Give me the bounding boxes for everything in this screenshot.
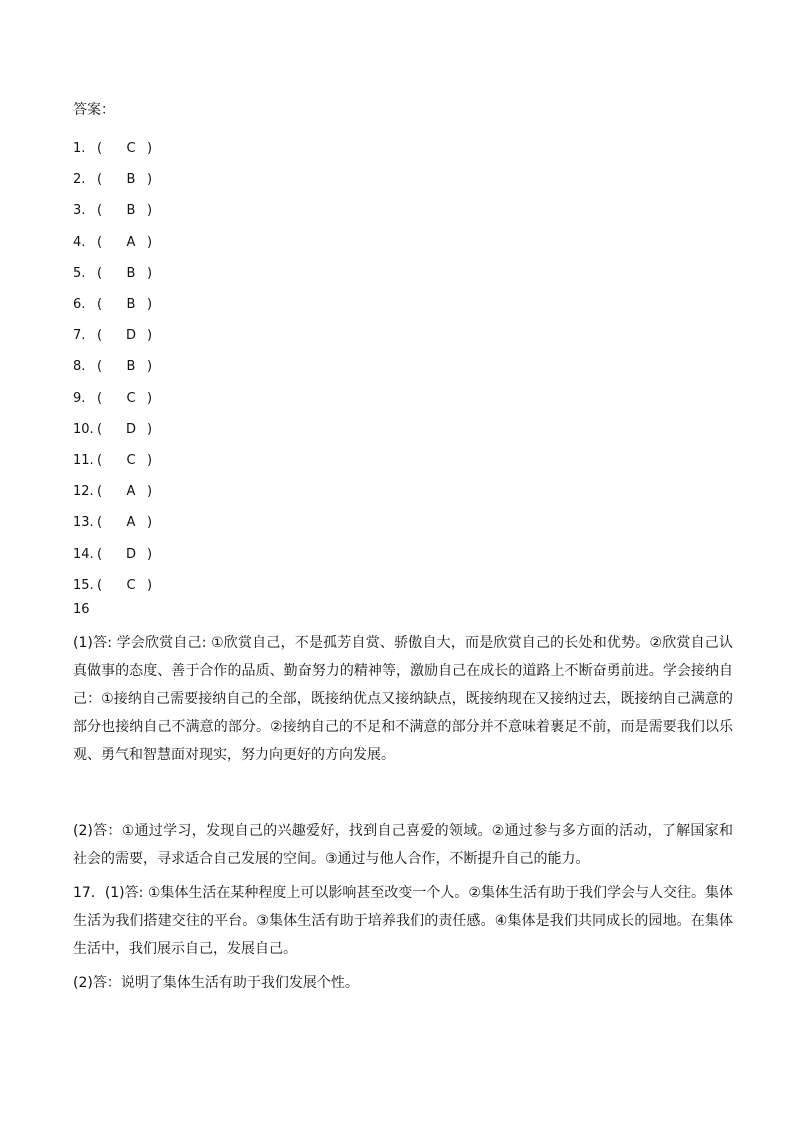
close-paren: ) <box>147 359 153 375</box>
close-paren: ) <box>147 172 153 188</box>
answer-number: 4. <box>73 234 86 250</box>
question-16-part-2: (2)答：①通过学习，发现自己的兴趣爱好，找到自己喜爱的领域。②通过参与多方面的活动，了解国家和社会的需要，寻求适合自己发展的空间。③通过与他人合作，不断提升自己的能力。 <box>73 823 733 867</box>
answer-item-13 <box>73 507 733 538</box>
answer-letter: A <box>126 234 136 250</box>
close-paren: ) <box>147 141 153 157</box>
answer-number: 6. <box>73 297 86 313</box>
answer-letter: C <box>126 141 136 157</box>
answer-item-1 <box>73 133 733 164</box>
open-paren: ( <box>97 484 103 500</box>
answer-list <box>73 133 733 601</box>
answer-item-5 <box>73 258 733 289</box>
answer-letter: B <box>126 265 136 281</box>
open-paren: ( <box>97 203 103 219</box>
answer-number: 12. <box>73 484 94 500</box>
answer-number: 8. <box>73 359 86 375</box>
answer-item-15 <box>73 570 733 601</box>
close-paren: ) <box>147 234 153 250</box>
answer-number: 13. <box>73 515 94 531</box>
answer-number: 15. <box>73 577 94 593</box>
open-paren: ( <box>97 141 103 157</box>
open-paren: ( <box>97 265 103 281</box>
answer-number: 2. <box>73 172 86 188</box>
answer-letter: D <box>125 421 136 437</box>
answer-letter: D <box>125 328 136 344</box>
answer-number: 7. <box>73 328 86 344</box>
answer-item-8 <box>73 351 733 382</box>
answer-item-11 <box>73 445 733 476</box>
open-paren: ( <box>97 421 103 437</box>
open-paren: ( <box>97 546 103 562</box>
answer-item-14 <box>73 538 733 569</box>
question-17-part-1: 17．(1)答: ①集体生活在某种程度上可以影响甚至改变一个人。②集体生活有助于我们学会与人交往。集体生活为我们搭建交往的平台。③集体生活有助于培养我们的责任感。④集体是我们共同成长的园地。在集体生活中，我们展示自己，发展自己。 <box>73 885 733 957</box>
close-paren: ) <box>147 484 153 500</box>
answer-letter: C <box>126 452 136 468</box>
answer-number: 1. <box>73 141 86 157</box>
close-paren: ) <box>147 390 153 406</box>
question-16-part-1: (1)答: 学会欣赏自己: ①欣赏自己，不是孤芳自赏、骄傲自大，而是欣赏自己的长处和优势。②欣赏自己认真做事的态度、善于合作的品质、勤奋努力的精神等，激励自己在成长的道路上不断奋勇前进。学会接纳自己：①接纳自己需要接纳自己的全部，既接纳优点又接纳缺点，既接纳现在又接纳过去，既接纳自己满意的部分也接纳自己不满意的部分。②接纳自己的不足和不满意的部分并不意味着裹足不前，而是需要我们以乐观、勇气和智慧面对现实，努力向更好的方向发展。 <box>73 635 733 763</box>
answer-item-9 <box>73 383 733 414</box>
answer-letter: C <box>126 390 136 406</box>
answer-letter: B <box>126 203 136 219</box>
open-paren: ( <box>97 234 103 250</box>
question-16-label: 16 <box>73 602 90 617</box>
open-paren: ( <box>97 172 103 188</box>
answer-number: 10. <box>73 421 94 437</box>
open-paren: ( <box>97 515 103 531</box>
answer-letter: D <box>125 546 136 562</box>
close-paren: ) <box>147 328 153 344</box>
answer-letter: B <box>126 172 136 188</box>
answer-item-3 <box>73 195 733 226</box>
open-paren: ( <box>97 390 103 406</box>
answer-letter: C <box>126 577 136 593</box>
answer-item-2 <box>73 164 733 195</box>
question-17-part-2: (2)答：说明了集体生活有助于我们发展个性。 <box>73 975 359 991</box>
close-paren: ) <box>147 203 153 219</box>
close-paren: ) <box>147 515 153 531</box>
close-paren: ) <box>147 546 153 562</box>
open-paren: ( <box>97 452 103 468</box>
answer-number: 14. <box>73 546 94 562</box>
answer-number: 3. <box>73 203 86 219</box>
answer-number: 5. <box>73 265 86 281</box>
close-paren: ) <box>147 577 153 593</box>
close-paren: ) <box>147 452 153 468</box>
answer-heading: 答案： <box>73 102 115 118</box>
close-paren: ) <box>147 265 153 281</box>
answer-number: 9. <box>73 390 86 406</box>
answer-item-6 <box>73 289 733 320</box>
answer-item-10 <box>73 414 733 445</box>
answer-item-12 <box>73 476 733 507</box>
close-paren: ) <box>147 297 153 313</box>
close-paren: ) <box>147 421 153 437</box>
open-paren: ( <box>97 328 103 344</box>
answer-item-7 <box>73 320 733 351</box>
open-paren: ( <box>97 359 103 375</box>
open-paren: ( <box>97 577 103 593</box>
answer-letter: B <box>126 359 136 375</box>
answer-letter: B <box>126 297 136 313</box>
answer-number: 11. <box>73 452 94 468</box>
open-paren: ( <box>97 297 103 313</box>
answer-letter: A <box>126 484 136 500</box>
answer-item-4 <box>73 227 733 258</box>
answer-letter: A <box>126 515 136 531</box>
